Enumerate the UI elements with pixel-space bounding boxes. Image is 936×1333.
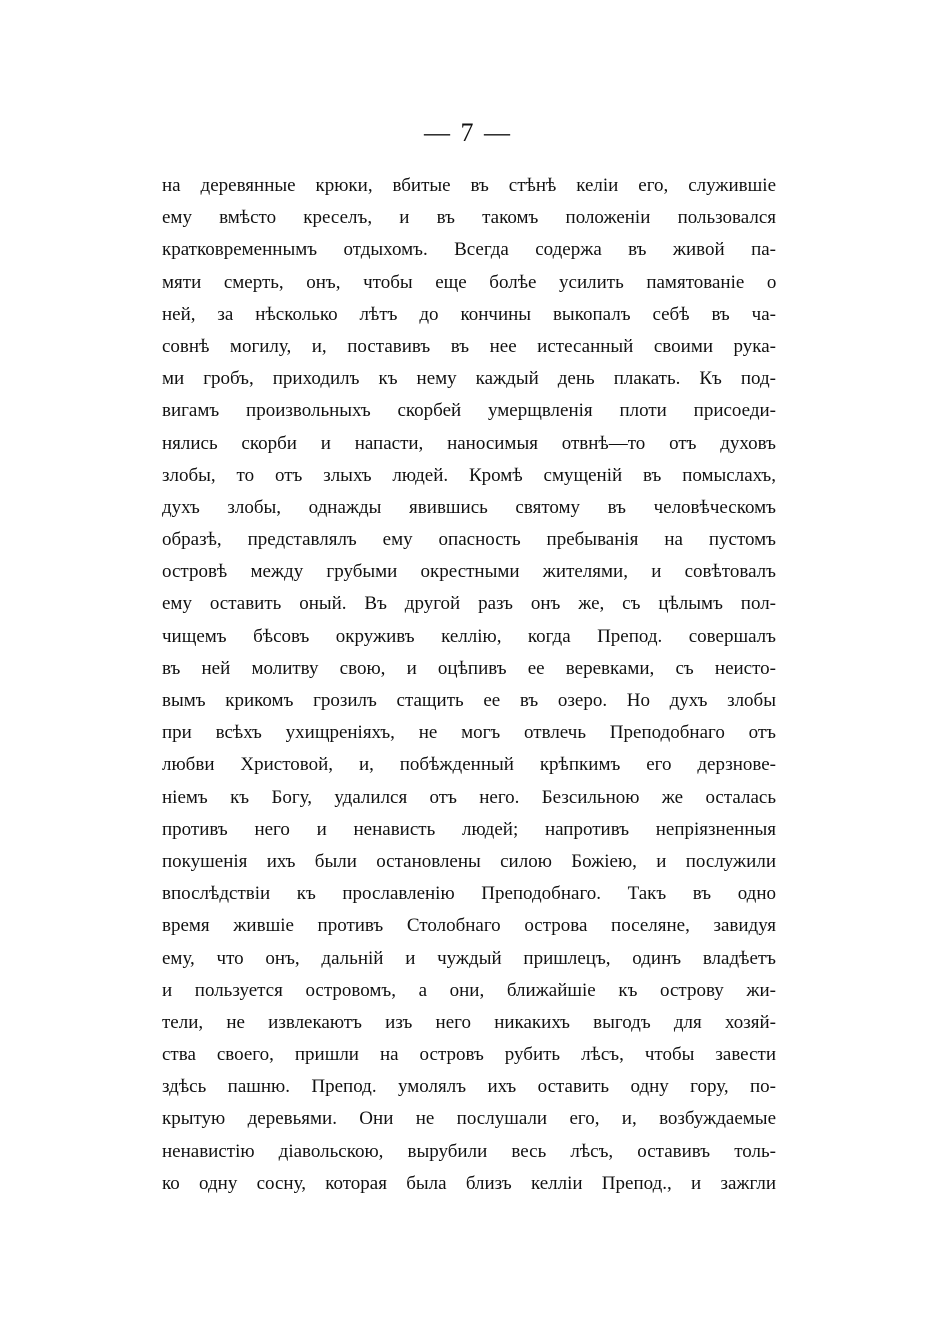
text-line: духъ злобы, однажды явившись святому въ человѣческомъ bbox=[162, 496, 776, 518]
text-line: ненавистію діавольскою, вырубили весь лѣсъ, оставивъ толь- bbox=[162, 1140, 776, 1162]
text-line: мяти смерть, онъ, чтобы еще болѣе усилить памятованіе о bbox=[162, 271, 776, 293]
text-line: вымъ крикомъ грозилъ стащить ее въ озеро. Но духъ злобы bbox=[162, 690, 776, 711]
text-line: тели, не извлекаютъ изъ него никакихъ выгодъ для хозяй- bbox=[162, 1011, 776, 1033]
text-line: и пользуется островомъ, а они, ближайшіе къ острову жи- bbox=[162, 979, 776, 1001]
text-line: ему, что онъ, дальній и чуждый пришлецъ, одинъ владѣетъ bbox=[162, 947, 776, 969]
text-line: злобы, то отъ злыхъ людей. Кромѣ смущеній въ помыслахъ, bbox=[162, 464, 776, 486]
text-line: ему вмѣсто креселъ, и въ такомъ положеніи пользовался bbox=[162, 207, 776, 229]
text-line: ней, за нѣсколько лѣтъ до кончины выкопалъ себѣ въ ча- bbox=[162, 303, 776, 325]
text-line: крытую деревьями. Они не послушали его, и, возбуждаемые bbox=[162, 1108, 776, 1130]
text-line: островѣ между грубыми окрестными жителями, и совѣтовалъ bbox=[162, 561, 776, 583]
text-line: при всѣхъ ухищреніяхъ, не могъ отвлечь Преподобнаго отъ bbox=[162, 722, 776, 744]
text-line: ніемъ къ Богу, удалился отъ него. Безсильною же осталась bbox=[162, 786, 776, 808]
text-line: нялись скорби и напасти, наносимыя отвнѣ—то отъ духовъ bbox=[162, 432, 776, 454]
page-number: — 7 — bbox=[424, 118, 512, 147]
text-line: покушенія ихъ были остановлены силою Божіею, и послужили bbox=[162, 850, 776, 872]
text-line: здѣсь пашню. Препод. умолялъ ихъ оставить одну гору, по- bbox=[162, 1076, 776, 1098]
text-line: ко одну сосну, которая была близъ келліи Препод., и зажгли bbox=[162, 1172, 776, 1194]
text-line: на деревянные крюки, вбитые въ стѣнѣ келіи его, служившіе bbox=[162, 175, 776, 196]
text-line: любви Христовой, и, побѣжденный крѣпкимъ его дерзнове- bbox=[162, 754, 776, 776]
text-line: противъ него и ненависть людей; напротивъ непріязненныя bbox=[162, 818, 776, 840]
text-line: образѣ, представлялъ ему опасность пребыванія на пустомъ bbox=[162, 529, 776, 551]
text-line: ства своего, пришли на островъ рубить лѣсъ, чтобы завести bbox=[162, 1044, 776, 1066]
text-line: чищемъ бѣсовъ окруживъ келлію, когда Препод. совершалъ bbox=[162, 625, 776, 647]
text-line: кратковременнымъ отдыхомъ. Всегда содержа въ живой па- bbox=[162, 239, 776, 261]
body-text bbox=[162, 170, 776, 1200]
text-line: время жившіе противъ Столобнаго острова поселяне, завидуя bbox=[162, 915, 776, 937]
text-line: ми гробъ, приходилъ къ нему каждый день плакать. Къ под- bbox=[162, 368, 776, 390]
text-line: ему оставить оный. Въ другой разъ онъ же, съ цѣлымъ пол- bbox=[162, 593, 776, 615]
text-line: въ ней молитву свою, и оцѣпивъ ее веревками, съ неисто- bbox=[162, 657, 776, 679]
text-line: впослѣдствіи къ прославленію Преподобнаго. Такъ въ одно bbox=[162, 883, 776, 905]
text-line: совнѣ могилу, и, поставивъ въ нее истесанный своими рука- bbox=[162, 335, 776, 357]
text-line: вигамъ произвольныхъ скорбей умерщвленія плоти присоеди- bbox=[162, 400, 776, 422]
